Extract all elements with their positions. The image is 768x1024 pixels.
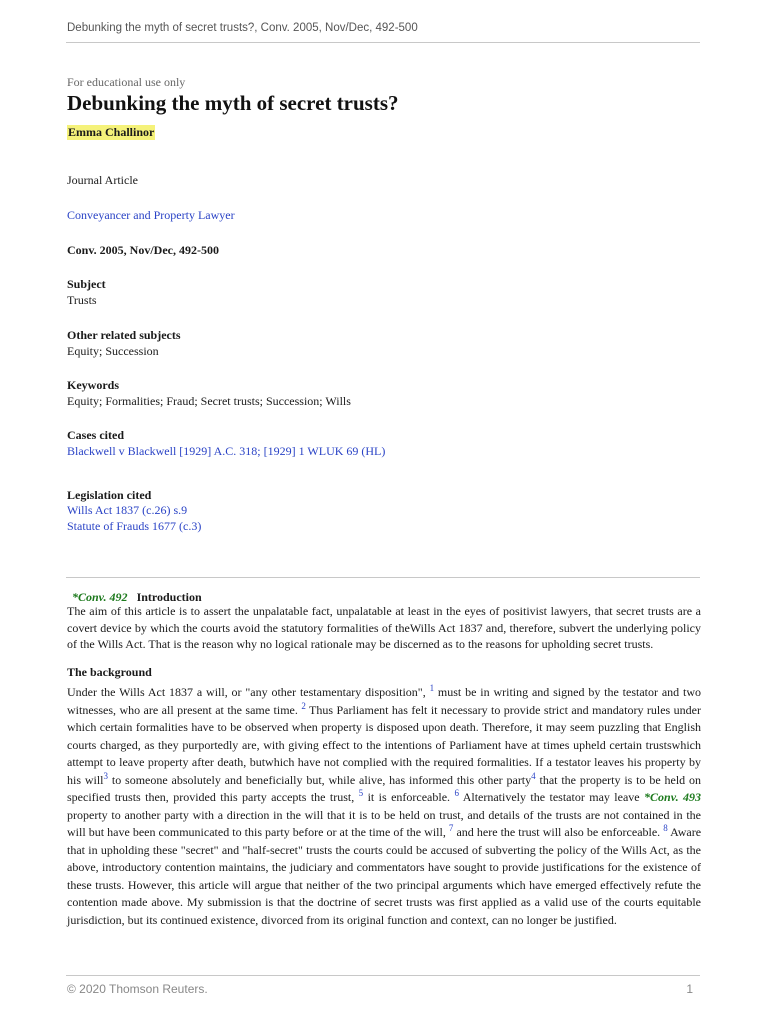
subject-label: Subject bbox=[67, 277, 106, 291]
citation: Conv. 2005, Nov/Dec, 492-500 bbox=[67, 243, 219, 257]
section-divider bbox=[66, 577, 700, 578]
text-span: Alternatively the testator may leave bbox=[458, 790, 645, 804]
footnote-ref[interactable]: 8 bbox=[663, 823, 668, 833]
text-span: and here the trust will also be enforceable. bbox=[453, 825, 661, 839]
text-span: that the property is to be held on specified trusts then, provided this party accepts the trust, bbox=[67, 772, 701, 804]
journal-link[interactable]: Conveyancer and Property Lawyer bbox=[67, 208, 235, 222]
keywords-value: Equity; Formalities; Fraud; Secret trusts; Succession; Wills bbox=[67, 394, 351, 408]
article-title: Debunking the myth of secret trusts? bbox=[67, 91, 399, 115]
legislation-link-wills-act[interactable]: Wills Act 1837 (c.26) s.9 bbox=[67, 503, 188, 517]
document-type: Journal Article bbox=[67, 173, 138, 187]
usage-notice: For educational use only bbox=[67, 75, 186, 89]
text-span: it is enforceable. bbox=[363, 790, 451, 804]
footnote-ref[interactable]: 4 bbox=[531, 770, 536, 781]
header-divider bbox=[66, 42, 700, 43]
subject-value: Trusts bbox=[67, 293, 97, 307]
text-span: Aware that in upholding these "secret" and "half-secret" trusts the courts could be accused of subverting the policy of the Wills Act, as the above, introductory contention maintains, the judiciary and commentators have sought to provide justifications for the existence of these trusts. However, this article will argue that neither of the two principal arguments which have emerged effectively refute the contention made above. My submission is that the doctrine of secret trusts was first applied as a valid use of the courts equitable jurisdiction, but its continued existence, divorced from its original function and context, can no longer be justified. bbox=[67, 825, 702, 927]
page-number: 1 bbox=[686, 982, 693, 996]
running-header: Debunking the myth of secret trusts?, Conv. 2005, Nov/Dec, 492-500 bbox=[67, 22, 418, 34]
case-link[interactable]: Blackwell v Blackwell [1929] A.C. 318; [1929] 1 WLUK 69 (HL) bbox=[67, 444, 386, 458]
footnote-ref[interactable]: 6 bbox=[454, 788, 459, 798]
background-heading: The background bbox=[67, 665, 152, 679]
text-span: property to another party with a direction in the will that it is to be held on trust, and details of the trusts are not contained in the will but have been communicated to this party before or at the time of the will, bbox=[67, 807, 701, 839]
text-span: to someone absolutely and beneficially but, while alive, has informed this other party bbox=[108, 772, 532, 787]
footnote-ref[interactable]: 3 bbox=[103, 770, 109, 781]
background-paragraph bbox=[67, 684, 701, 929]
footnote-ref[interactable]: 5 bbox=[358, 788, 364, 798]
footnote-ref[interactable]: 1 bbox=[429, 683, 435, 693]
related-subjects-label: Other related subjects bbox=[67, 328, 181, 342]
text-span: Under the Wills Act 1837 a will, or "any other testamentary disposition", bbox=[67, 685, 426, 699]
related-subjects-value: Equity; Succession bbox=[67, 344, 159, 358]
cases-cited-label: Cases cited bbox=[67, 428, 124, 442]
text-span: must be in writing and signed by the testator and two witnesses, who are all present at the same time. bbox=[67, 685, 702, 717]
intro-heading: Introduction bbox=[136, 590, 202, 604]
intro-paragraph: The aim of this article is to assert the unpalatable fact, unpalatable at least in the eyes of positivist lawyers, that secret trusts are a covert device by which the courts avoid the statutory formalities of theWills Act 1837 and, therefore, subvert the underlying policy of the Wills Act. That is the reason why no logical rationale may be discerned as to the reasons for upholding secret trusts. bbox=[67, 604, 701, 651]
page-marker: *Conv. 492 bbox=[72, 590, 128, 604]
author-name: Emma Challinor bbox=[68, 125, 155, 139]
footnote-ref[interactable]: 7 bbox=[448, 823, 454, 833]
footer-divider bbox=[66, 975, 700, 976]
legislation-link-statute-of-frauds[interactable]: Statute of Frauds 1677 (c.3) bbox=[67, 519, 202, 533]
copyright: © 2020 Thomson Reuters. bbox=[67, 982, 208, 996]
footnote-ref[interactable]: 2 bbox=[301, 700, 306, 711]
legislation-label: Legislation cited bbox=[67, 488, 152, 502]
text-span: Thus Parliament has felt it necessary to provide strict and mandatory rules under which certain formalities have to be observed when property is disposed upon death. Therefore, it may seem puzzling that English courts charged, as they purportedly are, with giving effect to the intentions of Parliament have at times upheld certain trustswhich attempt to leave property after death, butwhich have not complied with the required formalities. If a testator leaves his property by his will bbox=[67, 702, 701, 787]
page-marker: *Conv. 493 bbox=[644, 790, 702, 804]
keywords-label: Keywords bbox=[67, 378, 119, 392]
